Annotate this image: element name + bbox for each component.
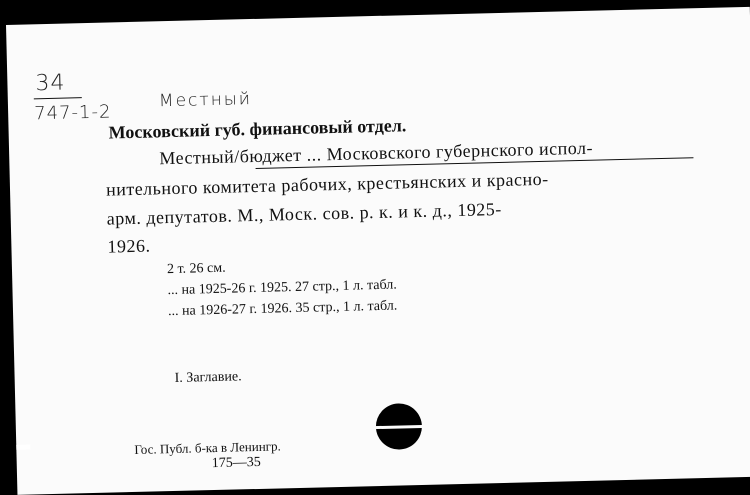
call-number-top: 34 [35, 70, 66, 97]
holdings-line-3: ... на 1926-27 г. 1926. 35 стр., 1 л. табл. [167, 298, 398, 320]
heading: Московский губ. финансовый отдел. [108, 115, 407, 143]
catalog-card [6, 7, 750, 495]
tracing: I. Заглавие. [174, 369, 242, 386]
call-number-rule [34, 97, 82, 99]
library-imprint: Гос. Публ. б-ка в Ленингр. [134, 438, 281, 457]
title-line-3: арм. депутатов. М., Моск. сов. р. к. и к. д., 1925- [106, 198, 503, 229]
title-line-1: Местный/бюджет ... Московского губернского испол- [159, 137, 594, 169]
title-line-2: нительного комитета рабочих, крестьянских и красно- [105, 168, 549, 200]
card-edge-mark [16, 445, 30, 450]
card-number: 175—35 [211, 454, 261, 472]
call-number-bottom: 747-1-2 [33, 101, 112, 125]
title-line-4: 1926. [107, 235, 151, 257]
holdings-line-1: 2 т. 26 см. [166, 260, 226, 278]
holdings-line-2: ... на 1925-26 г. 1925. 27 стр., 1 л. табл. [167, 277, 397, 299]
handwritten-correction: Местный [158, 89, 253, 112]
